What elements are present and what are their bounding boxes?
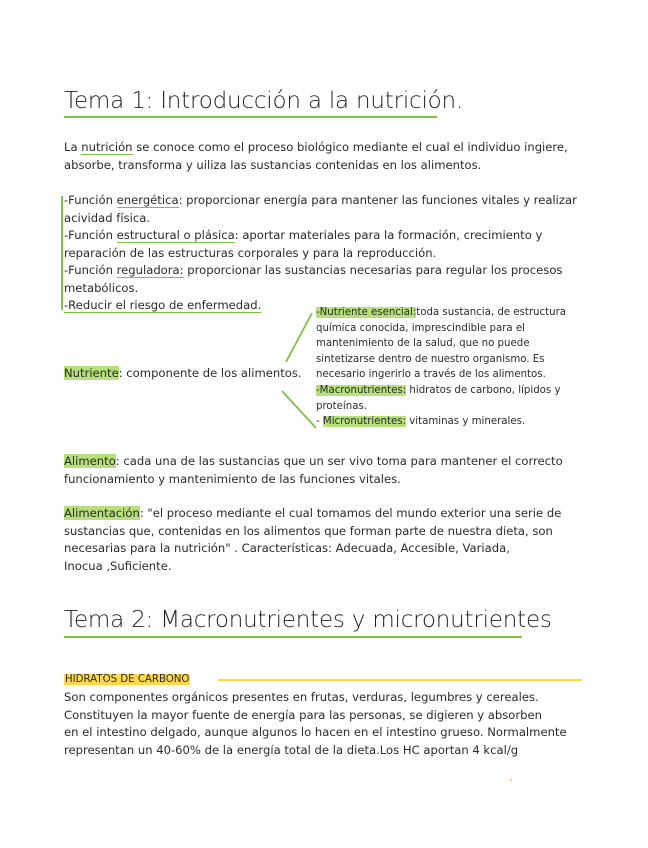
term-micronutrientes: Micronutrientes: [322, 416, 406, 428]
funciones-list: -Función energética: proporcionar energía para mantener las funciones vitales y realizar acividad física. -Función estructural o plásica: aportar materiales para la formación, crecimiento y reparación de las estructuras corporales y para la reproducción. -Función reguladora: proporcionar las sustancias necesarias para regular los procesos metabólicos. -Reducir el riesgo de enfermedad. [64, 193, 577, 312]
term-macronutrientes: -Macronutrientes: [316, 384, 407, 396]
alimentacion-def: Alimentación: "el proceso mediante el cual tomamos del mundo exterior una serie de sustancias que, contenidas en los alimentos que forman parte de nuestra dieta, son necesarias para la nutrición" . Características: Adecuada, Accesible, Variada, Inocua ,Suficiente. [64, 506, 562, 573]
tipos-nutrientes: -Nutriente esencial:toda sustancia, de estructura química conocida, imprescindible para el mantenimiento de la salud, que no puede sintetizarse dentro de nuestro organismo. Es necesario ingerirlo a través de los alimentos. -Macronutrientes: hidratos de carbono, lípidos y proteínas. - Micronutrientes: vitaminas y minerales. [316, 307, 566, 428]
hc-heading [64, 672, 190, 688]
hc-heading-label: HIDRATOS DE CARBONO [65, 674, 190, 685]
term-alimento: Alimento [64, 454, 116, 468]
term-alimentacion: Alimentación [64, 506, 140, 520]
term-energetica: energética [116, 193, 179, 207]
connector-micro [282, 391, 316, 428]
alimento-def: Alimento: cada una de las sustancias que un ser vivo toma para mantener el correcto funcionamiento y mantenimiento de las funciones vitales. [64, 454, 563, 486]
tema2-title-underline [64, 636, 522, 638]
connector-esencial [286, 313, 312, 362]
term-reguladora: reguladora: [116, 263, 184, 277]
term-nutriente: Nutriente [64, 366, 119, 380]
nutriente-def: Nutriente: componente de los alimentos. [64, 366, 302, 380]
term-estructural: estructural o plásica [116, 228, 235, 242]
intro-paragraph: La nutrición se conoce como el proceso biológico mediante el cual el individuo ingiere, absorbe, transforma y uiliza las sustancias contenidas en los alimentos. [64, 140, 568, 172]
reducir-riesgo: -Reducir el riesgo de enfermedad. [64, 298, 262, 312]
hc-heading-rule [218, 679, 582, 681]
hc-paragraph: Son componentes orgánicos presentes en frutas, verduras, legumbres y cereales. Constituyen la mayor fuente de energía para las personas, se digieren y absorben en el intestino delgado, aunque algunos lo hacen en el intestino grueso. Normalmente representan un 40-60% de la energía total de la dieta.Los HC aportan 4 kcal/g [64, 690, 567, 757]
tema1-title: Tema 1: Introducción a la nutrición. [64, 88, 464, 114]
stray-dot [510, 779, 512, 781]
term-nutricion: nutrición [81, 140, 133, 154]
term-nutriente-esencial: -Nutriente esencial: [316, 307, 417, 318]
tema2-title: Tema 2: Macronutrientes y micronutrientes [64, 607, 552, 633]
